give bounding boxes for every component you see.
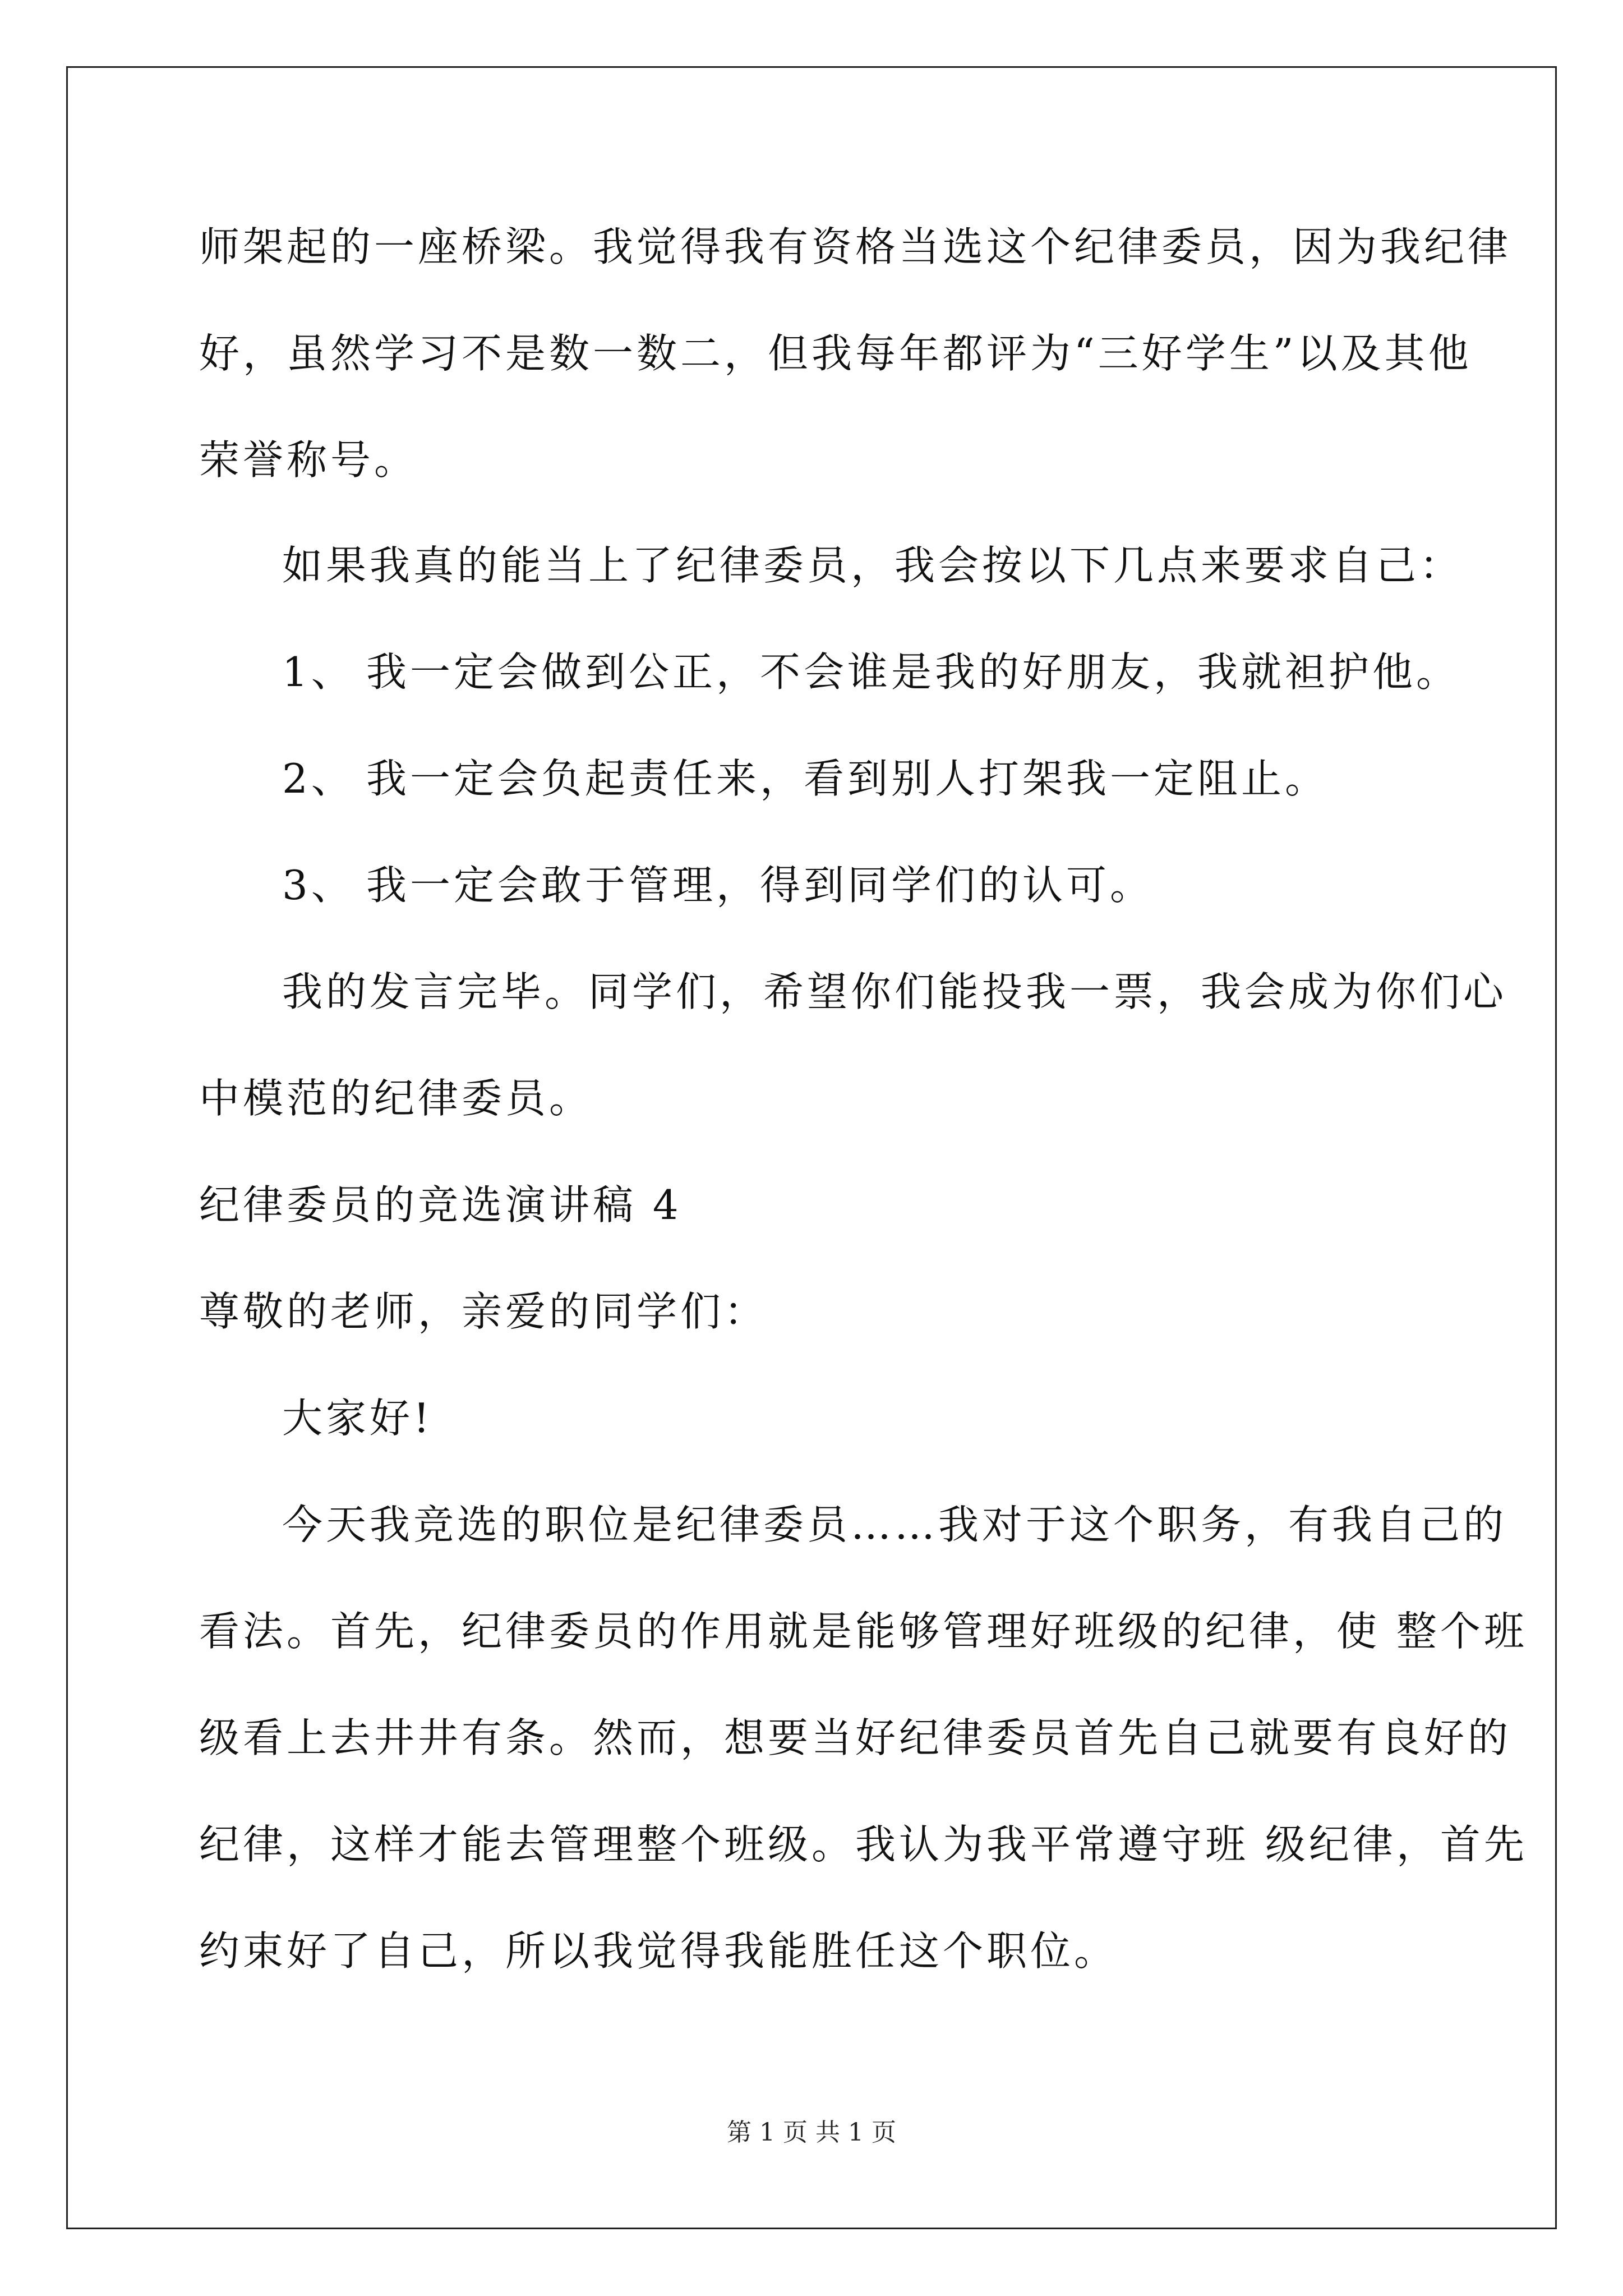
paragraph-line: 荣誉称号。	[199, 436, 418, 484]
paragraph-line: 好，虽然学习不是数一数二，但我每年都评为“三好学生”以及其他	[199, 330, 1472, 377]
paragraph-line: 中模范的纪律委员。	[199, 1075, 593, 1122]
list-item-text: 我一定会负起责任来，看到别人打架我一定阻止。	[366, 755, 1329, 802]
list-item-text: 我一定会敢于管理，得到同学们的认可。	[366, 862, 1154, 909]
list-item	[282, 644, 1460, 700]
paragraph-line: 如果我真的能当上了纪律委员，我会按以下几点来要求自己：	[282, 542, 1464, 589]
list-item	[282, 857, 1154, 913]
list-number: 2、	[282, 755, 355, 802]
paragraph-line: 纪律，这样才能去管理整个班级。我认为我平常遵守班 级纪律，首先	[199, 1821, 1528, 1868]
paragraph-line: 师架起的一座桥梁。我觉得我有资格当选这个纪律委员，因为我纪律	[199, 223, 1512, 270]
list-item-text: 我一定会做到公正，不会谁是我的好朋友，我就袒护他。	[366, 648, 1460, 696]
list-item	[282, 751, 1329, 807]
section-title: 纪律委员的竞选演讲稿 4	[199, 1181, 682, 1228]
paragraph-line: 我的发言完毕。同学们，希望你们能投我一票，我会成为你们心	[282, 968, 1507, 1015]
paragraph-line: 约束好了自己，所以我觉得我能胜任这个职位。	[199, 1927, 1118, 1975]
page-footer: 第 1 页 共 1 页	[727, 2118, 896, 2147]
page-border	[66, 66, 1557, 2229]
paragraph-line: 今天我竞选的职位是纪律委员……我对于这个职务，有我自己的	[282, 1501, 1507, 1548]
paragraph-line: 级看上去井井有条。然而，想要当好纪律委员首先自己就要有良好的	[199, 1714, 1512, 1761]
list-number: 3、	[282, 862, 355, 909]
greeting: 大家好!	[282, 1395, 433, 1442]
salutation: 尊敬的老师，亲爱的同学们：	[199, 1288, 768, 1335]
paragraph-line: 看法。首先，纪律委员的作用就是能够管理好班级的纪律，使 整个班	[199, 1608, 1528, 1655]
list-number: 1、	[282, 648, 355, 696]
